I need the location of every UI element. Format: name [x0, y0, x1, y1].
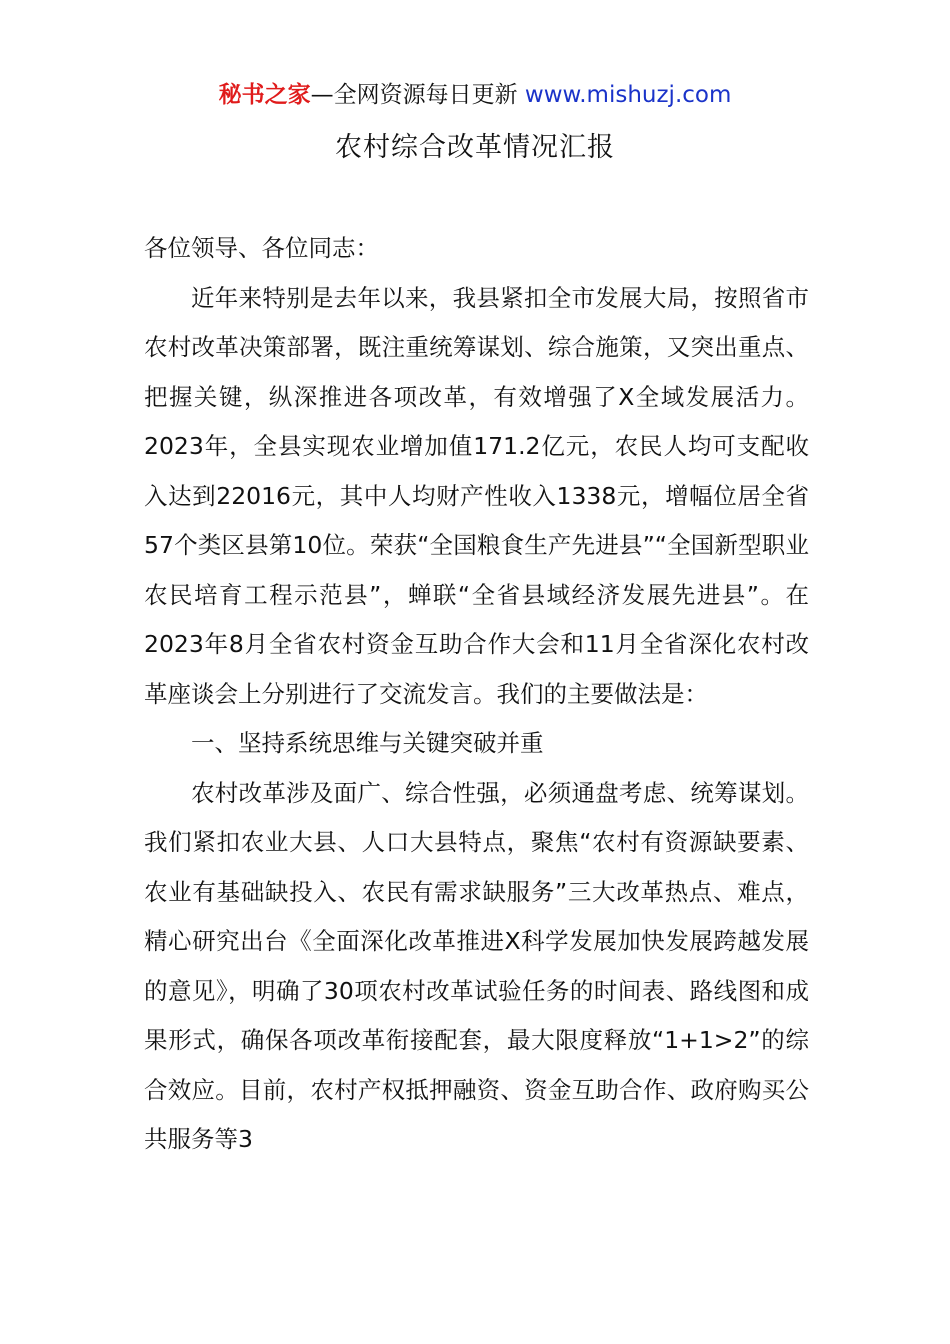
section-heading: 一、坚持系统思维与关键突破并重: [191, 729, 544, 757]
site-watermark-header: [0, 78, 950, 112]
document-title: 农村综合改革情况汇报: [335, 132, 615, 163]
document-body: [144, 224, 809, 1165]
brand-name: 秘书之家: [218, 82, 311, 108]
site-url: www.mishuzj.com: [524, 82, 732, 108]
body-paragraph: 农村改革涉及面广、综合性强，必须通盘考虑、统筹谋划。我们紧扣农业大县、人口大县特点，聚焦“农村有资源缺要素、农业有基础缺投入、农民有需求缺服务”三大改革热点、难点，精心研究出台《全面深化改革推进X科学发展加快发展跨越发展的意见》，明确了30项农村改革试验任务的时间表、路线图和成果形式，确保各项改革衔接配套，最大限度释放“1+1>2”的综合效应。目前，农村产权抵押融资、资金互助合作、政府购买公共服务等3: [144, 778, 809, 1153]
body-paragraph: 近年来特别是去年以来，我县紧扣全市发展大局，按照省市农村改革决策部署，既注重统筹谋划、综合施策，又突出重点、把握关键，纵深推进各项改革，有效增强了X全域发展活力。2023年，全县实现农业增加值171.2亿元，农民人均可支配收入达到22016元，其中人均财产性收入1338元，增幅位居全省57个类区县第10位。荣获“全国粮食生产先进县”“全国新型职业农民培育工程示范县”，蝉联“全省县域经济发展先进县”。在2023年8月全省农村资金互助合作大会和11月全省深化农村改革座谈会上分别进行了交流发言。我们的主要做法是：: [144, 283, 809, 708]
salutation: 各位领导、各位同志：: [144, 234, 379, 262]
brand-tagline: —全网资源每日更新: [310, 82, 518, 108]
